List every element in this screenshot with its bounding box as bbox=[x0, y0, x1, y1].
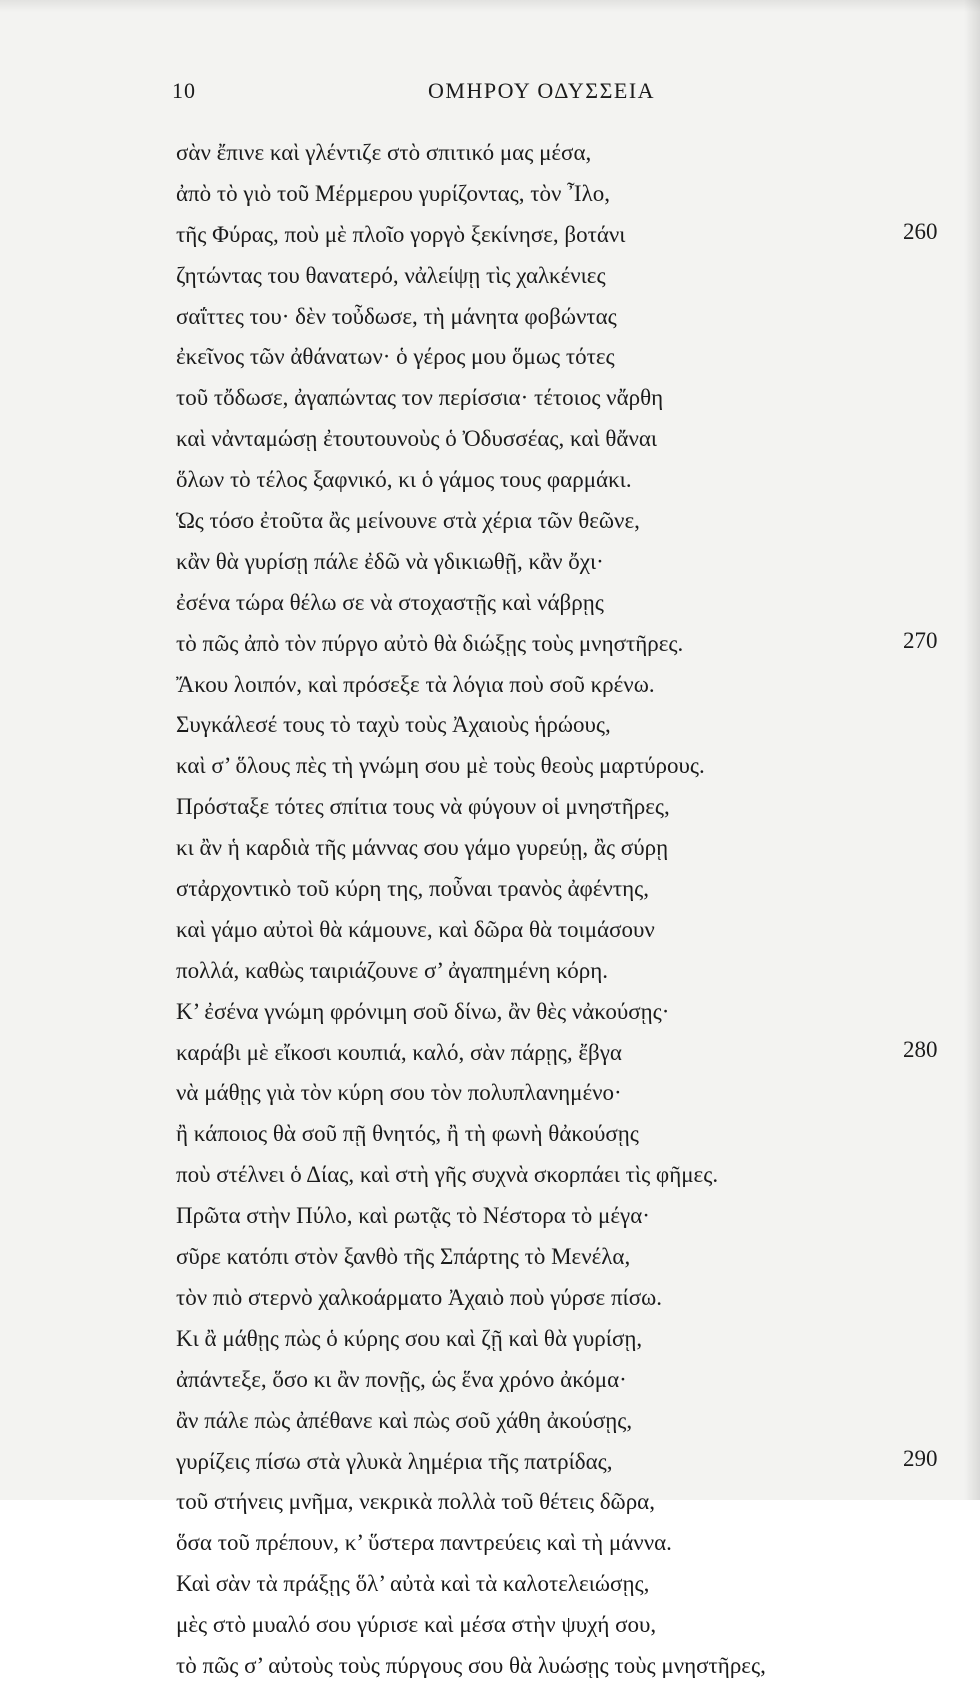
verse-block bbox=[176, 133, 966, 1687]
verse-text: σῦρε κατόπι στὸν ξανθὸ τῆς Σπάρτης τὸ Μενέλα, bbox=[176, 1244, 631, 1270]
verse-text: γυρίζεις πίσω στὰ γλυκὰ λημέρια τῆς πατρίδας, bbox=[176, 1448, 613, 1474]
verse-line bbox=[176, 705, 966, 746]
scan-edge-shadow bbox=[964, 0, 980, 1500]
verse-text: καὶ νἀνταμώσῃ ἐτουτουνοὺς ὁ Ὀδυσσέας, καὶ θἄναι bbox=[176, 426, 658, 452]
verse-text: Ἄκου λοιπόν, καὶ πρόσεξε τὰ λόγια ποὺ σοῦ κρένω. bbox=[176, 671, 655, 697]
verse-text: ἂν πάλε πὼς ἀπέθανε καὶ πὼς σοῦ χάθη ἀκούσῃς, bbox=[176, 1407, 633, 1433]
verse-text: σαΐττες του· δὲν τοὖδωσε, τὴ μάνητα φοβώντας bbox=[176, 303, 617, 329]
verse-line bbox=[176, 1278, 966, 1319]
verse-number: 260 bbox=[903, 218, 938, 244]
verse-text: νὰ μάθῃς γιὰ τὸν κύρη σου τὸν πολυπλανημένο· bbox=[176, 1080, 622, 1106]
verse-line bbox=[176, 1482, 966, 1523]
page-number: 10 bbox=[172, 78, 196, 103]
verse-text: καράβι μὲ εἴκοσι κουπιά, καλό, σὰν πάρῃς, ἔβγα bbox=[176, 1039, 622, 1065]
verse-text: σὰν ἔπινε καὶ γλέντιζε στὸ σπιτικό μας μέσα, bbox=[176, 140, 592, 165]
verse-line bbox=[176, 869, 966, 910]
verse-line bbox=[176, 1196, 966, 1237]
verse-line bbox=[176, 1155, 966, 1196]
verse-line bbox=[176, 951, 966, 992]
verse-line bbox=[176, 419, 966, 460]
verse-text: Πρόσταξε τότες σπίτια τους νὰ φύγουν οἱ μνηστῆρες, bbox=[176, 794, 670, 820]
verse-line bbox=[176, 787, 966, 828]
verse-line bbox=[176, 665, 966, 706]
verse-text: Συγκάλεσέ τους τὸ ταχὺ τοὺς Ἀχαιοὺς ἡρώους, bbox=[176, 712, 611, 738]
verse-line bbox=[176, 1401, 966, 1442]
verse-line bbox=[176, 910, 966, 951]
verse-text: ποὺ στέλνει ὁ Δίας, καὶ στὴ γῆς συχνὰ σκορπάει τὶς φῆμες. bbox=[176, 1162, 719, 1188]
verse-line bbox=[176, 460, 966, 501]
verse-text: καὶ σ’ ὅλους πὲς τὴ γνώμη σου μὲ τοὺς θεοὺς μαρτύρους. bbox=[176, 753, 705, 779]
verse-number: 280 bbox=[903, 1036, 938, 1062]
running-head bbox=[172, 78, 692, 108]
verse-line bbox=[176, 992, 966, 1033]
verse-text: ἐσένα τώρα θέλω σε νὰ στοχαστῇς καὶ νάβρῃς bbox=[176, 589, 604, 615]
verse-line bbox=[176, 174, 966, 215]
verse-line bbox=[176, 337, 966, 378]
verse-text: κι ἂν ἡ καρδιὰ τῆς μάννας σου γάμο γυρεύῃ, ἂς σύρῃ bbox=[176, 835, 669, 861]
verse-line bbox=[176, 746, 966, 787]
verse-text: Καὶ σὰν τὰ πράξῃς ὅλ’ αὐτὰ καὶ τὰ καλοτελειώσῃς, bbox=[176, 1571, 650, 1597]
verse-line bbox=[176, 297, 966, 338]
verse-text: στἀρχοντικὸ τοῦ κύρη της, ποὖναι τρανὸς ἀφέντης, bbox=[176, 876, 649, 902]
verse-line bbox=[176, 1237, 966, 1278]
verse-text: ἐκεῖνος τῶν ἀθάνατων· ὁ γέρος μου ὅμως τότες bbox=[176, 344, 615, 370]
verse-text: κἂν θὰ γυρίσῃ πάλε ἐδῶ νὰ γδικιωθῇ, κἂν ὄχι· bbox=[176, 548, 604, 574]
verse-text: ἀπάντεξε, ὅσο κι ἂν πονῇς, ὡς ἕνα χρόνο ἀκόμα· bbox=[176, 1366, 627, 1392]
verse-text: καὶ γάμο αὐτοὶ θὰ κάμουνε, καὶ δῶρα θὰ τοιμάσουν bbox=[176, 916, 655, 942]
verse-text: Κ’ ἐσένα γνώμη φρόνιμη σοῦ δίνω, ἂν θὲς νἀκούσῃς· bbox=[176, 998, 670, 1024]
verse-text: Κι ἂ μάθῃς πὼς ὁ κύρης σου καὶ ζῇ καὶ θὰ γυρίσῃ, bbox=[176, 1325, 643, 1351]
verse-text: ζητώντας του θανατερό, νἀλείψῃ τὶς χαλκένιες bbox=[176, 262, 606, 288]
verse-text: τοῦ στήνεις μνῆμα, νεκρικὰ πολλὰ τοῦ θέτεις δῶρα, bbox=[176, 1489, 655, 1515]
verse-line bbox=[176, 256, 966, 297]
verse-text: μὲς στὸ μυαλό σου γύρισε καὶ μέσα στὴν ψυχή σου, bbox=[176, 1612, 657, 1638]
verse-line bbox=[176, 501, 966, 542]
verse-number: 270 bbox=[903, 627, 938, 653]
verse-line bbox=[176, 1564, 966, 1605]
verse-text: τὸ πῶς σ’ αὐτοὺς τοὺς πύργους σου θὰ λυώσῃς τοὺς μνηστῆρες, bbox=[176, 1652, 766, 1678]
verse-text: τὸ πῶς ἀπὸ τὸν πύργο αὐτὸ θὰ διώξῃς τοὺς μνηστῆρες. bbox=[176, 630, 684, 656]
scan-top-shadow bbox=[0, 0, 980, 12]
verse-line bbox=[176, 1073, 966, 1114]
verse-line bbox=[176, 542, 966, 583]
verse-line bbox=[176, 1646, 966, 1687]
verse-text: Ὡς τόσο ἐτοῦτα ἂς μείνουνε στὰ χέρια τῶν θεῶνε, bbox=[176, 508, 640, 534]
verse-text: τὸν πιὸ στερνὸ χαλκοάρματο Ἀχαιὸ ποὺ γύρσε πίσω. bbox=[176, 1284, 663, 1310]
verse-text: ὅσα τοῦ πρέπουν, κ’ ὕστερα παντρεύεις καὶ τὴ μάννα. bbox=[176, 1530, 672, 1556]
verse-text: τῆς Φύρας, ποὺ μὲ πλοῖο γοργὸ ξεκίνησε, βοτάνι bbox=[176, 221, 626, 247]
verse-line bbox=[176, 1360, 966, 1401]
verse-text: ὅλων τὸ τέλος ξαφνικό, κι ὁ γάμος τους φαρμάκι. bbox=[176, 467, 632, 493]
verse-number: 290 bbox=[903, 1445, 938, 1471]
verse-line bbox=[176, 1605, 966, 1646]
verse-line bbox=[176, 378, 966, 419]
verse-line bbox=[176, 1442, 966, 1483]
book-title: ΟΜΗΡΟΥ ΟΔΥΣΣΕΙΑ bbox=[428, 78, 656, 103]
verse-line bbox=[176, 624, 966, 665]
verse-line bbox=[176, 1114, 966, 1155]
verse-text: ἀπὸ τὸ γιὸ τοῦ Μέρμερου γυρίζοντας, τὸν Ἶλο, bbox=[176, 180, 610, 206]
verse-text: τοῦ τὄδωσε, ἀγαπώντας τον περίσσια· τέτοιος νἄρθη bbox=[176, 385, 664, 411]
verse-line bbox=[176, 1523, 966, 1564]
verse-text: Πρῶτα στὴν Πύλο, καὶ ρωτᾷς τὸ Νέστορα τὸ μέγα· bbox=[176, 1203, 650, 1229]
verse-text: ἢ κάποιος θὰ σοῦ πῇ θνητός, ἢ τὴ φωνὴ θἀκούσῃς bbox=[176, 1121, 639, 1147]
verse-line bbox=[176, 1319, 966, 1360]
verse-line bbox=[176, 1033, 966, 1074]
verse-line bbox=[176, 215, 966, 256]
verse-line bbox=[176, 828, 966, 869]
verse-line bbox=[176, 133, 966, 174]
verse-line bbox=[176, 583, 966, 624]
verse-text: πολλά, καθὼς ταιριάζουνε σ’ ἀγαπημένη κόρη. bbox=[176, 957, 608, 983]
